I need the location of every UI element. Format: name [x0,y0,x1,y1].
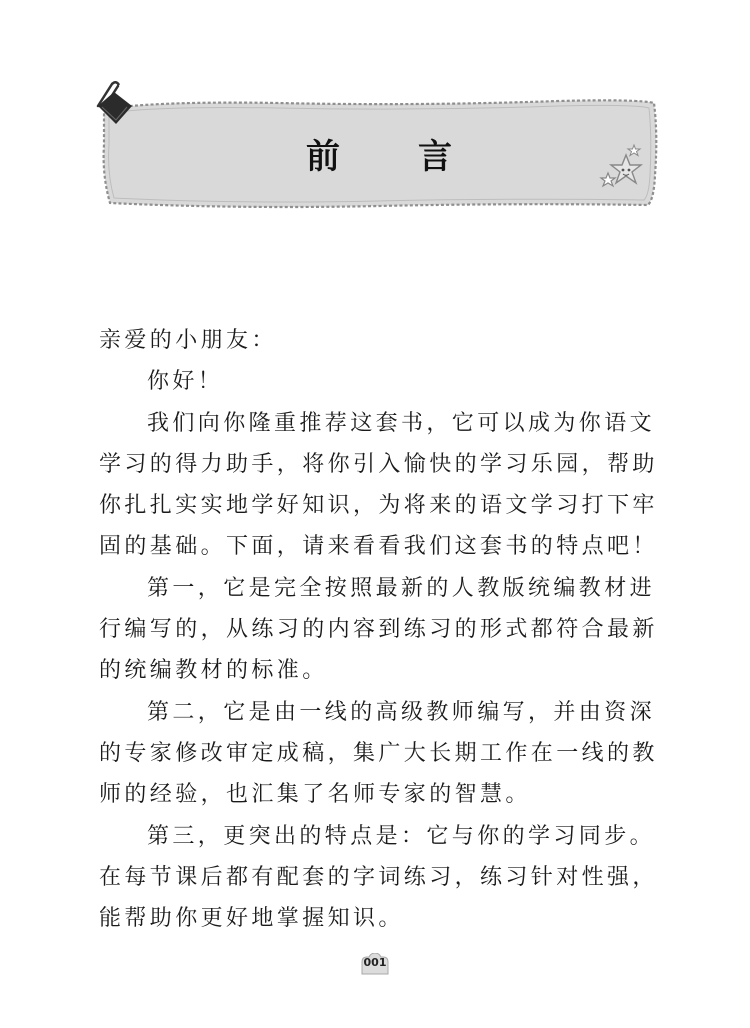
salutation: 亲爱的小朋友： [99,328,277,353]
paragraph: 我们向你隆重推荐这套书，它可以成为你语文学习的得力助手，将你引入愉快的学习乐园，帮助你扎扎实实地学好知识，为将来的语文学习打下牢固的基础。下面，请来看看我们这套书的特点吧！ [99,410,658,560]
paragraph: 你好！ [147,369,224,395]
page-number-badge [359,953,391,975]
paragraph: 第三，更突出的特点是：它与你的学习同步。在每节课后都有配套的字词练习，练习针对性强，能帮助你更好地掌握知识。 [99,823,658,932]
star-icon [596,143,650,197]
binder-clip-icon [92,80,134,126]
page-title: 前言 [306,136,530,177]
paragraph: 第二，它是由一线的高级教师编写，并由资深的专家修改审定成稿，集广大长期工作在一线的教师的经验，也汇集了名师专家的智慧。 [99,699,658,808]
paragraph: 第一，它是完全按照最新的人教版统编教材进行编写的，从练习的内容到练习的形式都符合最新的统编教材的标准。 [99,575,658,684]
preface-body [99,320,661,939]
page-number: 001 [363,956,387,969]
title-banner [98,95,660,211]
